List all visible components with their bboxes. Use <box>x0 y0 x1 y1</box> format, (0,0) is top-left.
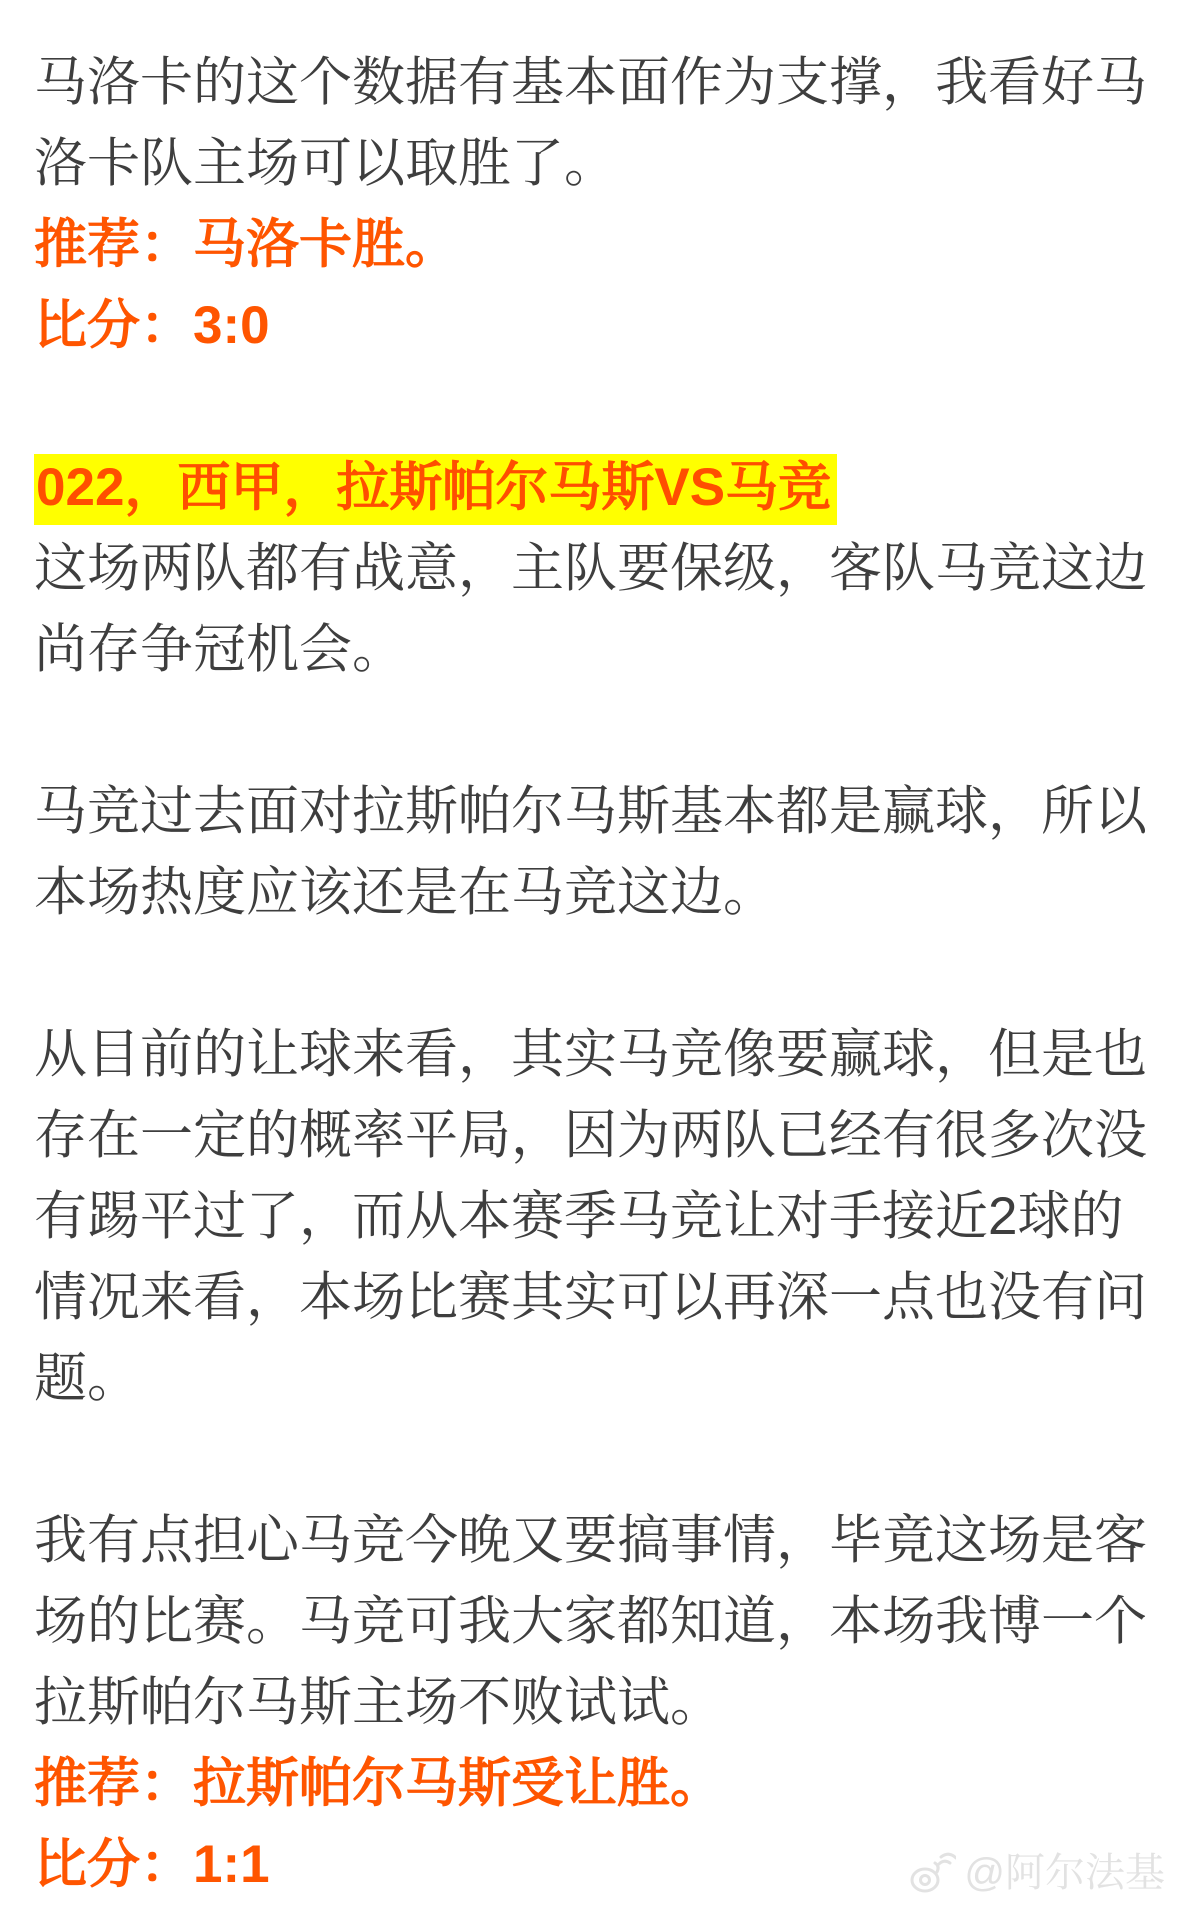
recommendation-line-1: 推荐：马洛卡胜。 <box>34 215 458 274</box>
paragraph-handicap-analysis: 从目前的让球来看，其实马竞像要赢球，但是也存在一定的概率平局，因为两队已经有很多次没有踢平过了，而从本赛季马竞让对手接近2球的情况来看，本场比赛其实可以再深一点也没有问题。 <box>34 1025 1147 1408</box>
paragraph-head-to-head: 马竞过去面对拉斯帕尔马斯基本都是赢球，所以本场热度应该还是在马竞这边。 <box>34 782 1147 922</box>
paragraph-match-context: 这场两队都有战意，主队要保级，客队马竞这边尚存争冠机会。 <box>34 539 1147 679</box>
weibo-icon <box>910 1852 956 1894</box>
match-heading-highlight: 022，西甲，拉斯帕尔马斯VS马竞 <box>34 454 837 525</box>
watermark <box>910 1849 1165 1897</box>
match-heading-row <box>34 447 1149 528</box>
score-line-2: 比分：1:1 <box>34 1835 270 1894</box>
paragraph-mallorca-analysis: 马洛卡的这个数据有基本面作为支撑，我看好马洛卡队主场可以取胜了。 <box>34 53 1147 193</box>
paragraph-conclusion: 我有点担心马竞今晚又要搞事情，毕竟这场是客场的比赛。马竞可我大家都知道，本场我博一个拉斯帕尔马斯主场不败试试。 <box>34 1511 1147 1732</box>
score-line-1: 比分：3:0 <box>34 296 270 355</box>
watermark-handle: @阿尔法基 <box>964 1851 1165 1895</box>
recommendation-line-2: 推荐：拉斯帕尔马斯受让胜。 <box>34 1754 723 1813</box>
